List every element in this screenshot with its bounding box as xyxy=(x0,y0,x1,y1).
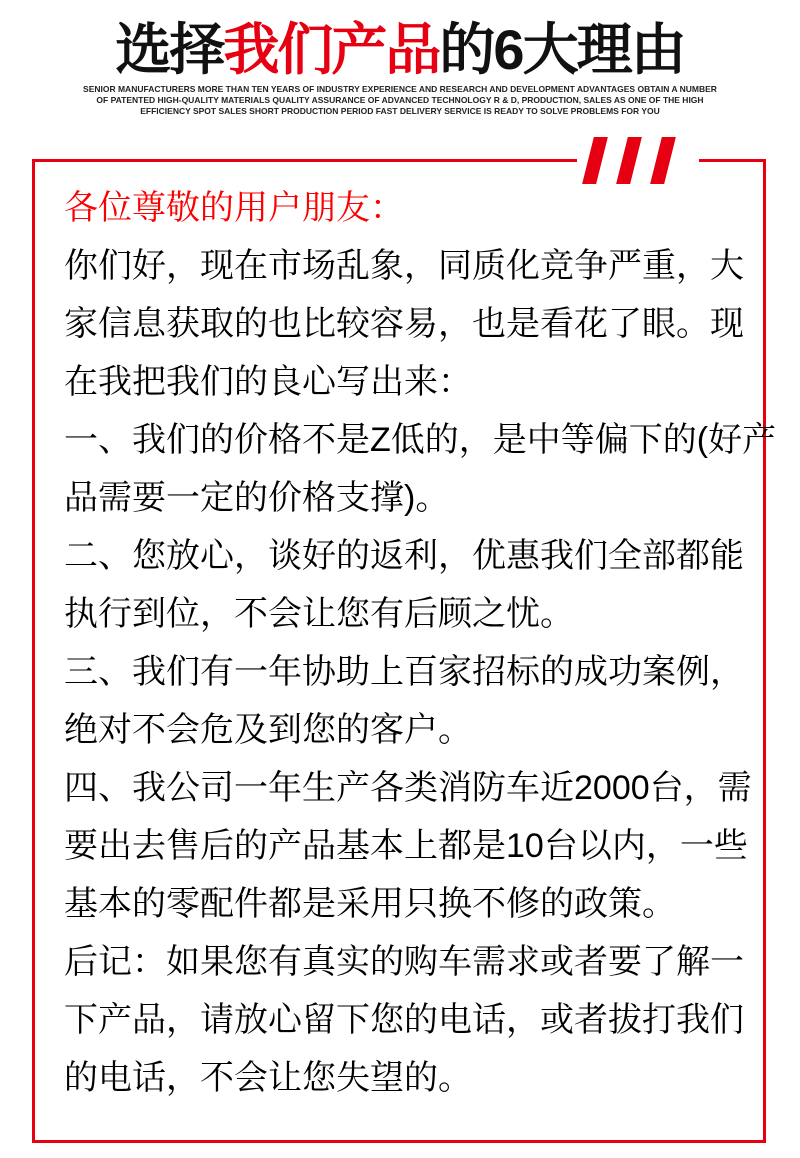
letter-line: 后记：如果您有真实的购车需求或者要了解一 xyxy=(64,943,744,981)
subtitle-line-2: OF PATENTED HIGH-QUALITY MATERIALS QUALITY ASSURANCE OF ADVANCED TECHNOLOGY R & D, PRODUCTION, SALES AS ONE OF THE HIGH xyxy=(96,95,704,105)
letter-text xyxy=(35,162,777,1107)
subtitle-line-3: EFFICIENCY SPOT SALES SHORT PRODUCTION PERIOD FAST DELIVERY SERVICE IS READY TO SOLVE PROBLEMS FOR YOU xyxy=(140,106,660,116)
title-part-3: 的6大理由 xyxy=(439,18,685,81)
page-title xyxy=(0,18,800,82)
subtitle xyxy=(80,84,720,117)
letter-line: 绝对不会危及到您的客户。 xyxy=(64,711,472,749)
subtitle-line-1: SENIOR MANUFACTURERS MORE THAN TEN YEARS OF INDUSTRY EXPERIENCE AND RESEARCH AND DEVELOPMENT ADVANTAGES OBTAIN A NUMBER xyxy=(83,84,717,94)
letter-line: 你们好，现在市场乱象，同质化竞争严重，大 xyxy=(64,247,744,285)
title-part-2-accent: 我们产品 xyxy=(223,18,440,81)
letter-line: 要出去售后的产品基本上都是10台以内，一些 xyxy=(64,827,748,865)
triple-slash-icon xyxy=(588,137,692,184)
salutation: 各位尊敬的用户朋友： xyxy=(64,189,404,227)
slash-icon xyxy=(616,137,642,184)
letter-line: 一、我们的价格不是Z低的，是中等偏下的(好产 xyxy=(64,421,777,459)
letter-line: 基本的零配件都是采用只换不修的政策。 xyxy=(64,885,676,923)
header xyxy=(0,0,800,117)
letter-line: 品需要一定的价格支撑)。 xyxy=(64,479,450,517)
letter-box xyxy=(32,159,777,1143)
letter-line: 三、我们有一年协助上百家招标的成功案例， xyxy=(64,653,744,691)
title-part-1: 选择 xyxy=(115,18,224,81)
letter-line: 家信息获取的也比较容易，也是看花了眼。现 xyxy=(64,305,744,343)
slash-icon xyxy=(650,137,676,184)
letter-line: 二、您放心，谈好的返利，优惠我们全部都能 xyxy=(64,537,744,575)
letter-line: 在我把我们的良心写出来： xyxy=(64,363,472,401)
letter-line: 下产品，请放心留下您的电话，或者拔打我们 xyxy=(64,1001,744,1039)
letter-line: 执行到位，不会让您有后顾之忧。 xyxy=(64,595,574,633)
letter-line: 的电话，不会让您失望的。 xyxy=(64,1059,472,1097)
letter-line: 四、我公司一年生产各类消防车近2000台，需 xyxy=(64,769,752,807)
